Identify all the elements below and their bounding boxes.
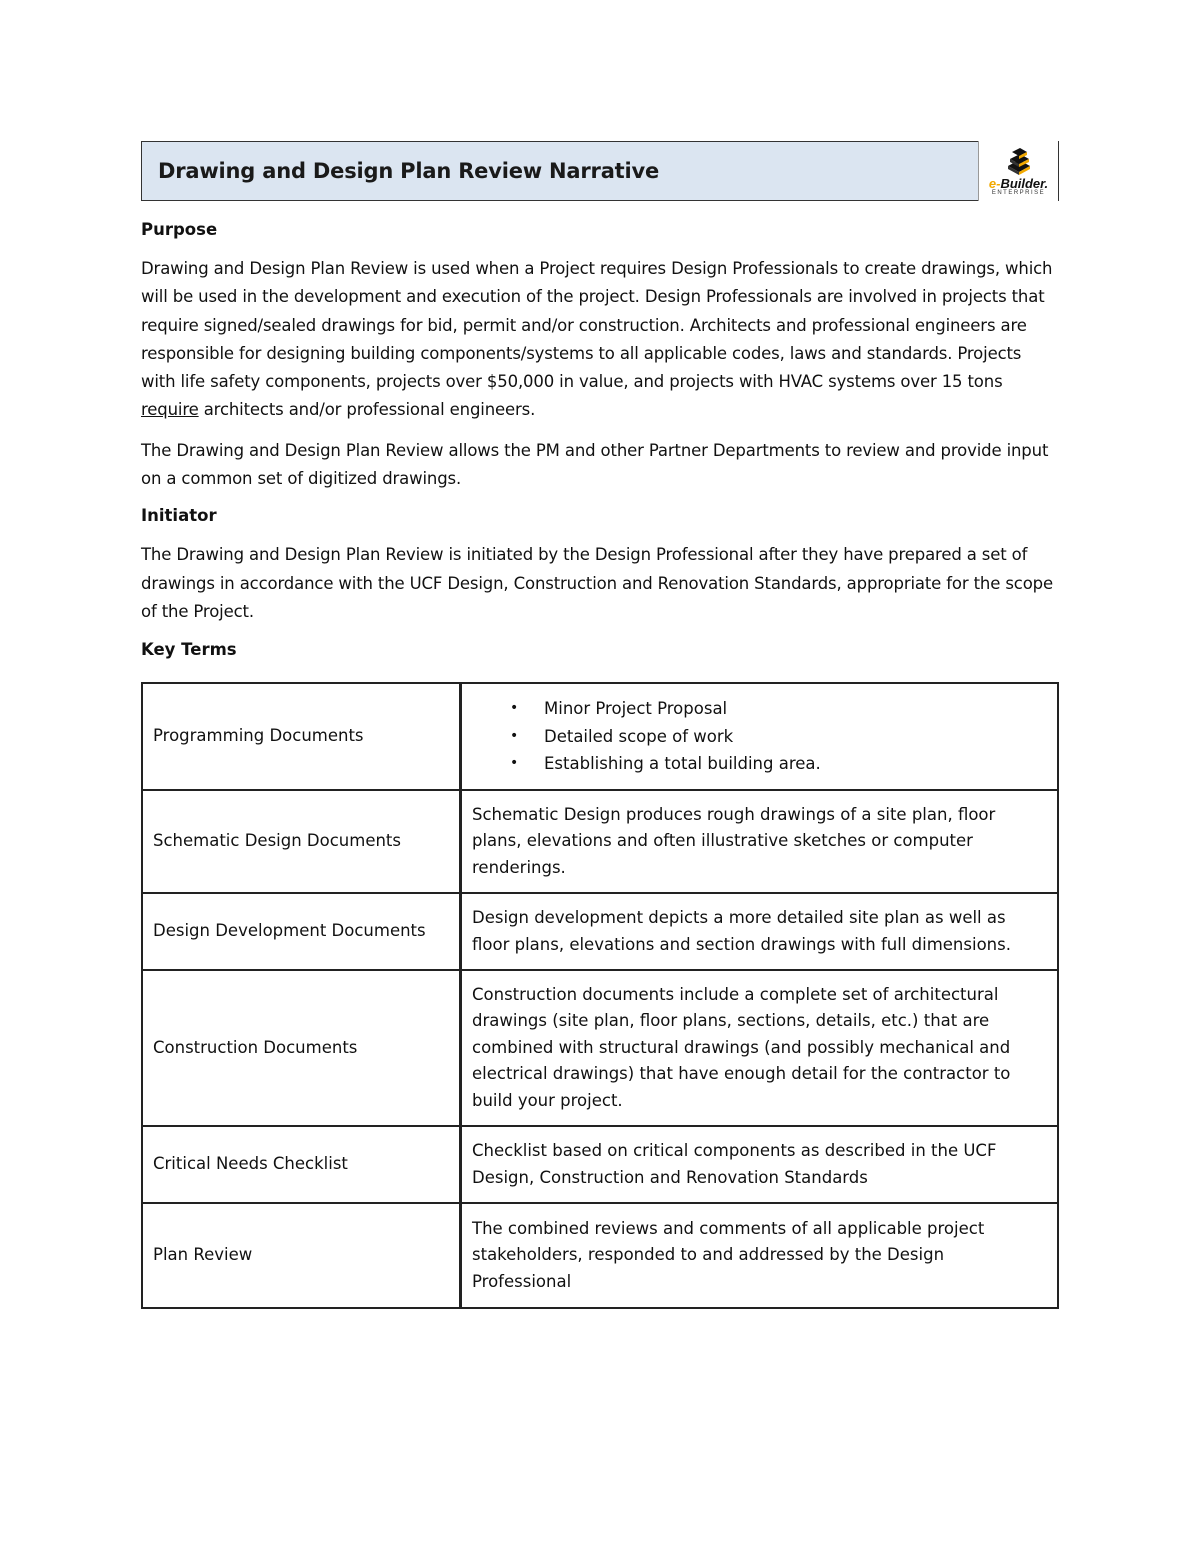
list-item: • Detailed scope of work [544,723,1047,751]
purpose-paragraph-2: The Drawing and Design Plan Review allows the PM and other Partner Departments to review and provide input on a common set of digitized drawings. [141,440,1049,489]
bullet-icon: • [510,755,519,772]
document-title: Drawing and Design Plan Review Narrative [158,159,660,183]
document-page [141,141,1059,1291]
description-cell: The combined reviews and comments of all applicable project stakeholders, responded to and addressed by the Design Professional [461,1203,1059,1308]
underlined-require: require [141,400,199,420]
key-terms-table [141,682,1059,1309]
logo-subtitle: ENTERPRISE [991,189,1046,196]
table-row [142,1203,1058,1308]
table-row [142,683,1058,790]
term-cell: Plan Review [142,1203,461,1308]
term-cell: Design Development Documents [142,893,461,970]
list-item: • Establishing a total building area. [544,750,1047,778]
bullet-icon: • [510,727,519,744]
title-banner [141,141,1059,201]
table-row [142,893,1058,970]
list-item: • Minor Project Proposal [544,695,1047,723]
description-cell: Checklist based on critical components as described in the UCF Design, Construction and Renovation Standards [461,1126,1059,1203]
stacked-books-icon [1004,146,1034,176]
logo-wordmark: e-Builder. [988,175,1049,191]
description-cell: Schematic Design produces rough drawings of a site plan, floor plans, elevations and often illustrative sketches or computer renderings. [461,790,1059,893]
table-row [142,970,1058,1126]
description-cell: Construction documents include a complete set of architectural drawings (site plan, floor plans, sections, details, etc.) that are combined with structural drawings (and possibly mechanical and electrical drawings) that have enough detail for the contractor to build your project. [461,970,1059,1126]
term-cell: Critical Needs Checklist [142,1126,461,1203]
table-row [142,790,1058,893]
description-cell [461,683,1059,790]
bullet-list [472,695,1047,778]
description-cell: Design development depicts a more detailed site plan as well as floor plans, elevations and section drawings with full dimensions. [461,893,1059,970]
key-terms-heading: Key Terms [141,640,237,660]
e-builder-logo [978,141,1058,201]
initiator-paragraph: The Drawing and Design Plan Review is initiated by the Design Professional after they have prepared a set of drawings in accordance with the UCF Design, Construction and Renovation Standards, appropriate for the scope of the Project. [141,545,1053,621]
bullet-icon: • [510,700,519,717]
table-row [142,1126,1058,1203]
initiator-heading: Initiator [141,506,217,526]
purpose-heading: Purpose [141,220,218,239]
term-cell: Programming Documents [142,683,461,790]
purpose-paragraph-1: Drawing and Design Plan Review is used when a Project requires Design Professionals to create drawings, which will be used in the development and execution of the project. Design Professionals are involved in projects that require signed/sealed drawings for bid, permit and/or construction. Architects and professional engineers are responsible for designing building components/systems to all applicable codes, laws and standards. Projects with life safety components, projects over $50,000 in value, and projects with HVAC systems over 15 tons require architects and/or professional engineers. [141,259,1053,420]
term-cell: Construction Documents [142,970,461,1126]
term-cell: Schematic Design Documents [142,790,461,893]
